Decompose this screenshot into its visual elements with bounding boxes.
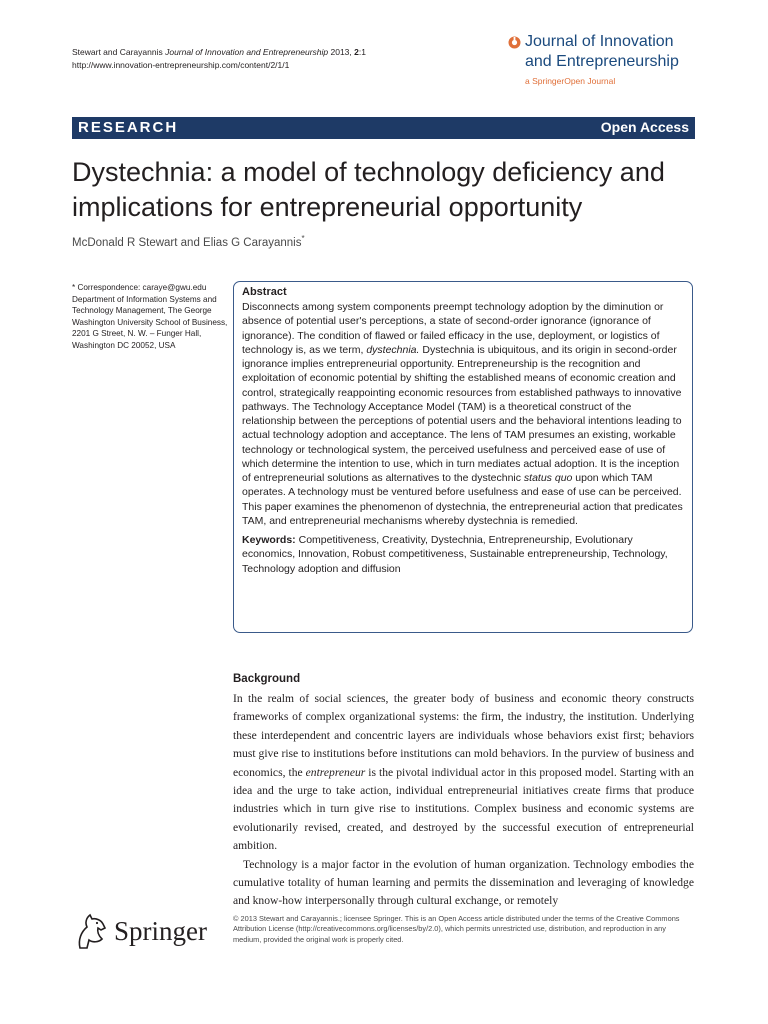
abstract-part-1: Disconnects among system components preempt technology adoption by the diminution or absence of potential user's perceptions, a state of second-order ignorance (ignorance of ignorance). The condition of flawed or failed efficacy in the use, deployment, or logistics of technology is, as we term, (242, 301, 664, 356)
correspondence-email[interactable]: * Correspondence: caraye@gwu.edu (72, 283, 207, 292)
springer-wordmark: Springer (114, 916, 207, 946)
body-paragraph (233, 690, 694, 856)
abstract-part-2: Dystechnia is ubiquitous, and its origin in second-order ignorance implies entrepreneurial opportunity. Entrepreneurship is the recognition and exploitation of economic potential by shifting the established means of economic creation and control, strategically reappointing economic resources from established pathways to innovative pathways. The Technology Acceptance Model (TAM) is a theoretical construct of the relationship between the perceptions of potential users and the behavioral intentions leading to actual technology adoption and acceptance. The lens of TAM presumes an existing, workable technology or technological system, the perceived usefulness and perceived ease of use of which determine the intention to use, which in turn mediates actual adoption. It is the inception of entrepreneurial solutions as alternatives to the dystechnic (242, 343, 682, 484)
citation-year: 2013, (330, 47, 352, 57)
body-paragraph-1b: is the pivotal individual actor in this proposed model. Starting with an idea and the urge to take action, individual entrepreneurial initiatives create firms that produce industries which in turn give rise to institutions. Complex business and economic systems are evolutionarily revised, created, and destroyed by the successful execution of entrepreneurial ambition. (233, 765, 694, 853)
abstract-heading: Abstract (242, 286, 287, 298)
abstract-text (242, 300, 684, 528)
abstract-term-status-quo: status quo (523, 472, 573, 484)
body-text (233, 690, 694, 911)
journal-name (525, 32, 725, 72)
author-names: McDonald R Stewart and Elias G Carayannis (72, 236, 302, 249)
springer-horse-icon (72, 912, 110, 952)
citation-journal: Journal of Innovation and Entrepreneurship (165, 47, 329, 57)
body-paragraph: Technology is a major factor in the evolution of human organization. Technology embodies the cumulative totality of human learning and permits the dissemination and leveraging of knowledge and know-how interpersonally through cultural exchange, or remotely (233, 857, 694, 908)
article-type-banner (72, 117, 695, 139)
license-notice: © 2013 Stewart and Carayannis.; licensee Springer. This is an Open Access article distributed under the terms of the Creative Commons Attribution License (http://creativecommons.org/licenses/by/2.0), which permits unrestricted use, distribution, and reproduction in any medium, provided the original work is properly cited. (233, 914, 680, 944)
citation-url-link[interactable]: http://www.innovation-entrepreneurship.com/content/2/1/1 (72, 60, 290, 70)
abstract-box (233, 281, 693, 633)
citation-volume: 2 (354, 47, 359, 57)
keywords-list: Competitiveness, Creativity, Dystechnia, Entrepreneurship, Evolutionary economics, Innovation, Robust competitiveness, Sustainable entrepreneurship, Technology, Technology adoption and diffusion (242, 534, 668, 575)
section-heading-background: Background (233, 673, 301, 685)
affiliation-block (72, 282, 232, 352)
journal-name-line1: Journal of Innovation (525, 33, 674, 50)
affiliation-address: Department of Information Systems and Technology Management, The George Washington University School of Business, 2201 G Street, N. W. – Funger Hall, Washington DC 20052, USA (72, 294, 228, 350)
corresponding-mark: * (301, 234, 305, 243)
article-title: Dystechnia: a model of technology deficiency and implications for entrepreneurial opportunity (72, 157, 665, 222)
article-type-label: RESEARCH (78, 119, 179, 136)
keywords-label: Keywords: (242, 534, 296, 546)
abstract-part-3: upon which TAM operates. A technology must be ventured before usefulness and ease of use can be perceived. This paper examines the phenomenon of dystechnia, the entrepreneurial action that predicates TAM, and entrepreneurial mechanisms whereby dystechnia is remedied. (242, 472, 683, 527)
citation-authors: Stewart and Carayannis (72, 47, 163, 57)
body-term-entrepreneur: entrepreneur (305, 765, 366, 779)
open-access-label: Open Access (600, 119, 689, 135)
journal-subtitle: a SpringerOpen Journal (525, 76, 616, 86)
author-list (72, 234, 305, 249)
journal-name-line2: and Entrepreneurship (525, 53, 679, 70)
body-paragraph-1a: In the realm of social sciences, the greater body of business and economic theory constructs frameworks of complex organizational systems: the firm, the industry, the institution. Underlying these interdependent and concentric layers are individuals whose behaviors exist first; behaviors must give rise to institutions before institutions can mold behaviors. In the purview of business and economics, the (233, 692, 694, 779)
citation-line (72, 46, 366, 59)
springeropen-icon (508, 36, 521, 49)
keywords (242, 533, 684, 576)
citation-article: :1 (358, 47, 366, 57)
abstract-term-dystechnia: dystechnia. (366, 343, 420, 356)
springer-logo (72, 912, 207, 957)
citation-header (72, 46, 366, 72)
